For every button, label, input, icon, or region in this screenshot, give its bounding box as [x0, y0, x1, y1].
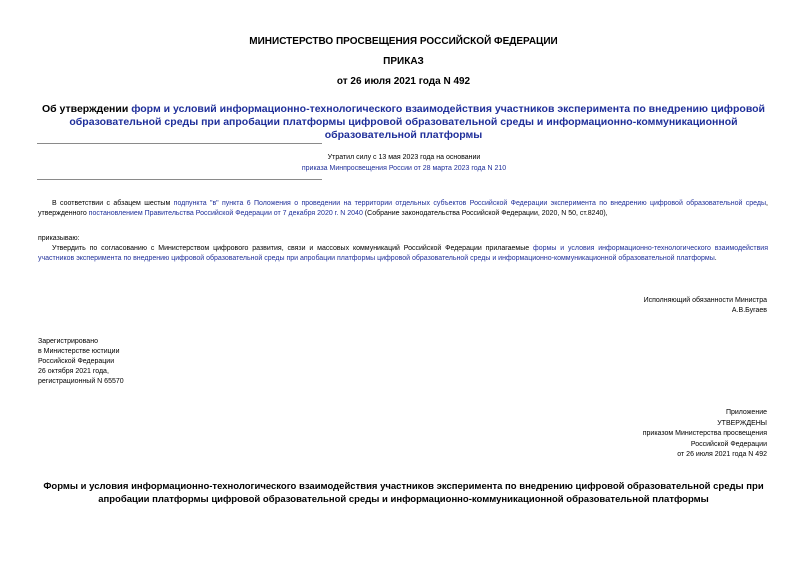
title-link[interactable]: форм и условий информационно-технологического взаимодействия участников эксперимента по внедрению цифровой образовательной среды при апробации платформы цифровой образовательной среды и информационно-коммуникационной образовательной платформы: [69, 103, 766, 141]
document-title: [30, 103, 777, 142]
status-note-text: Утратил силу с 13 мая 2023 года на основании: [327, 154, 481, 161]
status-note-link[interactable]: приказа Минпросвещения России от 28 марта 2023 года N 210: [301, 165, 507, 172]
divider-bottom: [37, 179, 322, 180]
p1-link-regulation[interactable]: подпункта "в" пункта 6 Положения о проведении на территории отдельных субъектов Российской Федерации эксперимента по внедрению цифровой образовательной среды: [173, 200, 767, 207]
signature-name: А.В.Бугаев: [731, 307, 767, 314]
p3-text-end: .: [714, 254, 717, 262]
appendix-line: Российской Федерации: [690, 440, 767, 448]
appendix-line: от 26 июля 2021 года N 492: [677, 451, 767, 458]
appendix-block: [643, 408, 767, 461]
signature-position: Исполняющий обязанности Министра: [643, 297, 767, 304]
doc-type-heading: ПРИКАЗ: [383, 56, 424, 67]
registration-line: регистрационный N 65570: [38, 378, 124, 385]
title-prefix: Об утверждении: [41, 103, 132, 115]
appendix-line: УТВЕРЖДЕНЫ: [717, 419, 767, 427]
p1-text-start: В соответствии с абзацем шестым: [52, 200, 174, 207]
p1-text-end: (Собрание законодательства Российской Федерации, 2020, N 50, ст.8240),: [362, 209, 608, 217]
p3-link-forms[interactable]: формы и условия информационно-технологического взаимодействия участников эксперимента по внедрению цифровой образовательной среды при апробации платформы цифровой образовательной среды и информационно-коммуникационной образовательной платформы: [38, 245, 768, 262]
p1-text-mid: , утвержденного: [38, 200, 768, 217]
registration-line: 26 октября 2021 года,: [38, 368, 109, 375]
registration-line: Российской Федерации: [38, 358, 115, 365]
ministry-heading: МИНИСТЕРСТВО ПРОСВЕЩЕНИЯ РОССИЙСКОЙ ФЕДЕРАЦИИ: [249, 36, 558, 47]
forms-title: Формы и условия информационно-технологического взаимодействия участников эксперимента по внедрению цифровой образовательной среды при апробации платформы цифровой образовательной среды и информационно-коммуникационной образовательной платформы: [43, 481, 764, 505]
registration-line: в Министерстве юстиции: [38, 348, 120, 355]
doc-date-number: от 26 июля 2021 года N 492: [336, 76, 471, 87]
paragraph-basis: [38, 199, 768, 218]
divider-top: [37, 143, 322, 144]
registration-block: [38, 337, 124, 387]
appendix-line: приказом Министерства просвещения: [642, 430, 767, 437]
p3-text-start: Утвердить по согласованию с Министерством цифрового развития, связи и массовых коммуникаций Российской Федерации прилагаемые: [52, 245, 533, 252]
paragraph-approve: [38, 244, 768, 263]
appendix-line: Приложение: [725, 409, 767, 416]
paragraph-order: приказываю:: [38, 235, 80, 242]
signature-block: [644, 296, 767, 316]
p1-link-resolution[interactable]: постановлением Правительства Российской Федерации от 7 декабря 2020 г. N 2040: [88, 209, 363, 217]
registration-line: Зарегистрировано: [38, 338, 98, 345]
status-note: [180, 152, 628, 174]
